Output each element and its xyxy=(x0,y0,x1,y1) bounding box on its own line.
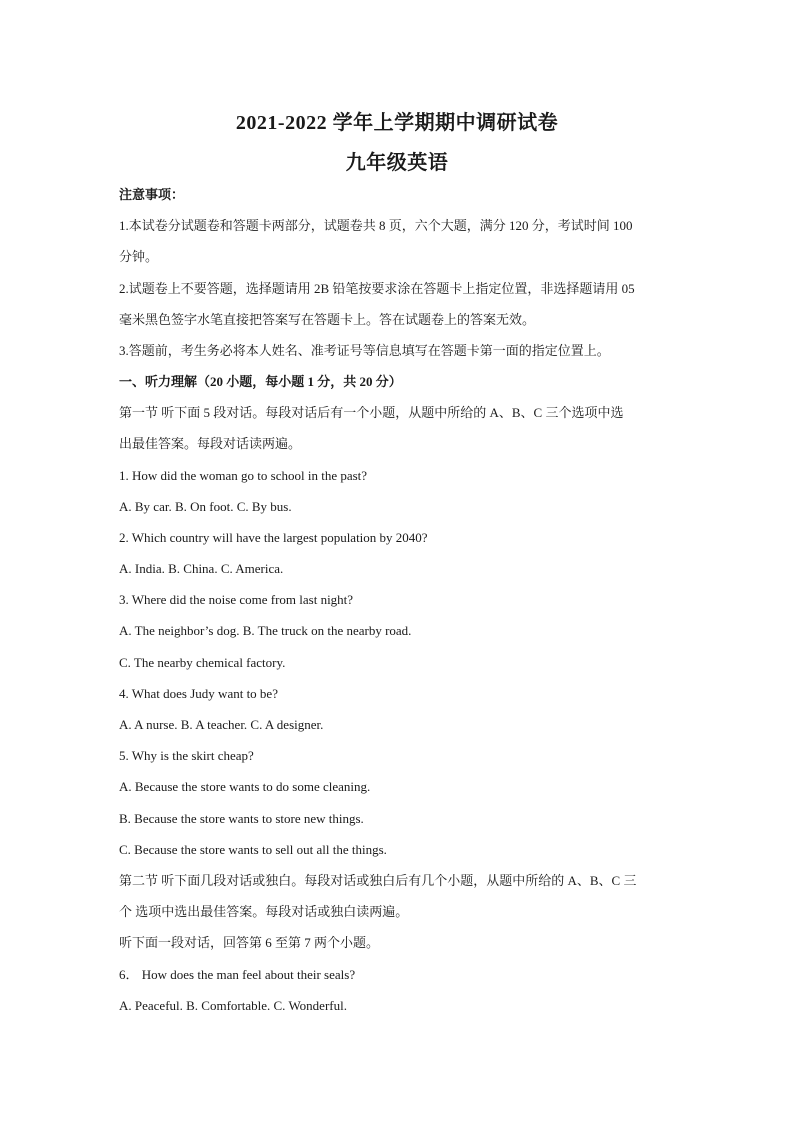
section-1-heading: 一、听力理解（20 小题，每小题 1 分，共 20 分） xyxy=(119,374,402,389)
question-2: 2. Which country will have the largest population by 2040? xyxy=(119,530,428,545)
part-1-instruction-line-1: 第一节 听下面 5 段对话。每段对话后有一个小题，从题中所给的 A、B、C 三个选项中选 xyxy=(119,405,624,420)
question-3-options-line-2: C. The nearby chemical factory. xyxy=(119,655,286,670)
note-3: 3.答题前，考生务必将本人姓名、准考证号等信息填写在答题卡第一面的指定位置上。 xyxy=(119,343,610,358)
exam-title: 2021-2022 学年上学期期中调研试卷 xyxy=(235,112,559,134)
question-3: 3. Where did the noise come from last night? xyxy=(119,592,354,607)
question-1: 1. How did the woman go to school in the past? xyxy=(119,468,368,483)
question-6: 6． How does the man feel about their seals? xyxy=(119,967,356,982)
question-4: 4. What does Judy want to be? xyxy=(119,686,278,701)
part-2-dialogue-instruction: 听下面一段对话，回答第 6 至第 7 两个小题。 xyxy=(119,935,380,950)
question-5: 5. Why is the skirt cheap? xyxy=(119,748,254,763)
note-2-line-1: 2.试题卷上不要答题，选择题请用 2B 铅笔按要求涂在答题卡上指定位置，非选择题请用 05 xyxy=(119,281,635,296)
question-5-option-c: C. Because the store wants to sell out all the things. xyxy=(119,842,387,857)
question-3-options-line-1: A. The neighbor’s dog. B. The truck on the nearby road. xyxy=(119,623,412,638)
notes-heading: 注意事项： xyxy=(119,187,185,202)
part-2-instruction-line-2: 个 选项中选出最佳答案。每段对话或独白读两遍。 xyxy=(119,904,409,919)
exam-subtitle: 九年级英语 xyxy=(345,152,449,174)
question-6-options: A. Peaceful. B. Comfortable. C. Wonderful. xyxy=(119,998,347,1013)
question-5-option-b: B. Because the store wants to store new things. xyxy=(119,811,364,826)
question-4-options: A. A nurse. B. A teacher. C. A designer. xyxy=(119,717,324,732)
part-2-instruction-line-1: 第二节 听下面几段对话或独白。每段对话或独白后有几个小题，从题中所给的 A、B、C 三 xyxy=(119,873,637,888)
question-5-option-a: A. Because the store wants to do some cleaning. xyxy=(119,779,371,794)
note-1-line-1: 1.本试卷分试题卷和答题卡两部分，试题卷共 8 页，六个大题，满分 120 分，考试时间 100 xyxy=(119,218,633,233)
note-1-line-2: 分钟。 xyxy=(119,249,159,264)
note-2-line-2: 毫米黑色签字水笔直接把答案写在答题卡上。答在试题卷上的答案无效。 xyxy=(119,312,536,327)
question-1-options: A. By car. B. On foot. C. By bus. xyxy=(119,499,292,514)
part-1-instruction-line-2: 出最佳答案。每段对话读两遍。 xyxy=(119,436,302,451)
question-2-options: A. India. B. China. C. America. xyxy=(119,561,284,576)
